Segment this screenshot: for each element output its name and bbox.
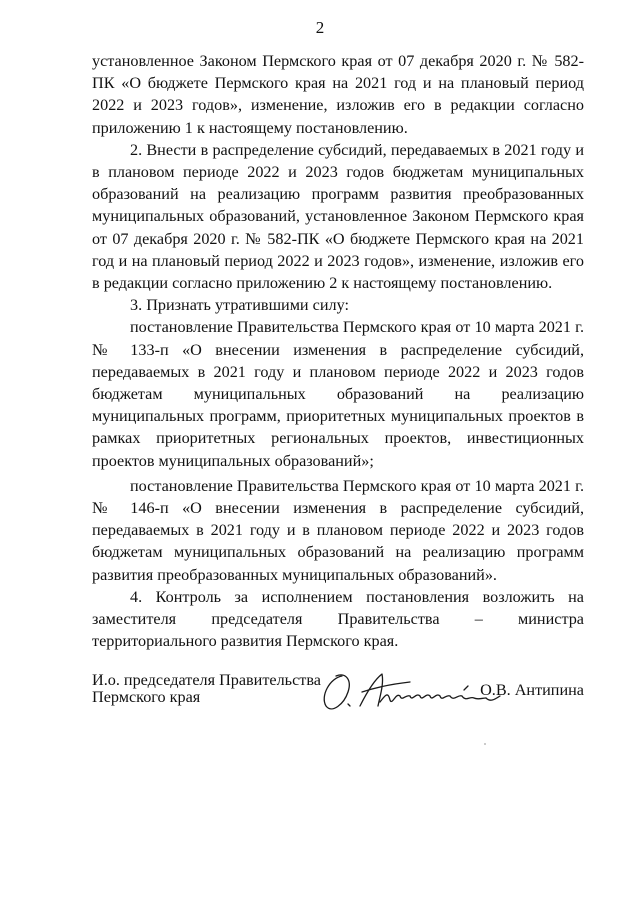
signer-position-line-2: Пермского края <box>92 688 201 706</box>
paragraph-item-4: 4. Контроль за исполнением постановления возложить на заместителя председателя Правительства – министра территориального развития Пермского края. <box>92 587 584 651</box>
signer-position <box>92 672 321 706</box>
paragraph-repealed-133p: постановление Правительства Пермского края от 10 марта 2021 г. № 133-п «О внесении изменения в распределение субсидий, передаваемых в 2021 году и плановом периоде 2022 и 2023 годов бюджетам муниципальных образований на реализацию муниципальных программ, приоритетных муниципальных проектов в рамках приоритетных региональных проектов, инвестиционных проектов муниципальных образований»; <box>92 318 584 470</box>
paragraph-repealed-146p: постановление Правительства Пермского края от 10 марта 2021 г. № 146-п «О внесении изменения в распределение субсидий, передаваемых в 2021 году и в плановом периоде 2022 и 2023 годов бюджетам муниципальных образований на реализацию программ развития преобразованных муниципальных образований». <box>92 476 584 584</box>
scan-speck <box>484 743 486 745</box>
document-body <box>92 50 584 652</box>
paragraph-item-3: 3. Признать утратившими силу: <box>130 296 349 315</box>
page-number: 2 <box>315 18 325 37</box>
signer-name: О.В. Антипина <box>480 681 584 699</box>
signature-block <box>92 672 584 732</box>
paragraph-budget-law-continuation: установленное Законом Пермского края от 07 декабря 2020 г. № 582-ПК «О бюджете Пермского края на 2021 год и на плановый период 2022 и 2023 годов», изменение, изложив его в редакции согласно приложению 1 к настоящему постановлению. <box>92 52 584 137</box>
paragraph-item-2: 2. Внести в распределение субсидий, передаваемых в 2021 году и в плановом периоде 2022 и 2023 годов бюджетам муниципальных образований на реализацию программ развития преобразованных муниципальных образований, установленное Законом Пермского края от 07 декабря 2020 г. № 582-ПК «О бюджете Пермского края на 2021 год и на плановый период 2022 и 2023 годов», изменение, изложив его в редакции согласно приложению 2 к настоящему постановлению. <box>92 140 584 293</box>
signer-position-line-1: И.о. председателя Правительства <box>92 671 321 689</box>
